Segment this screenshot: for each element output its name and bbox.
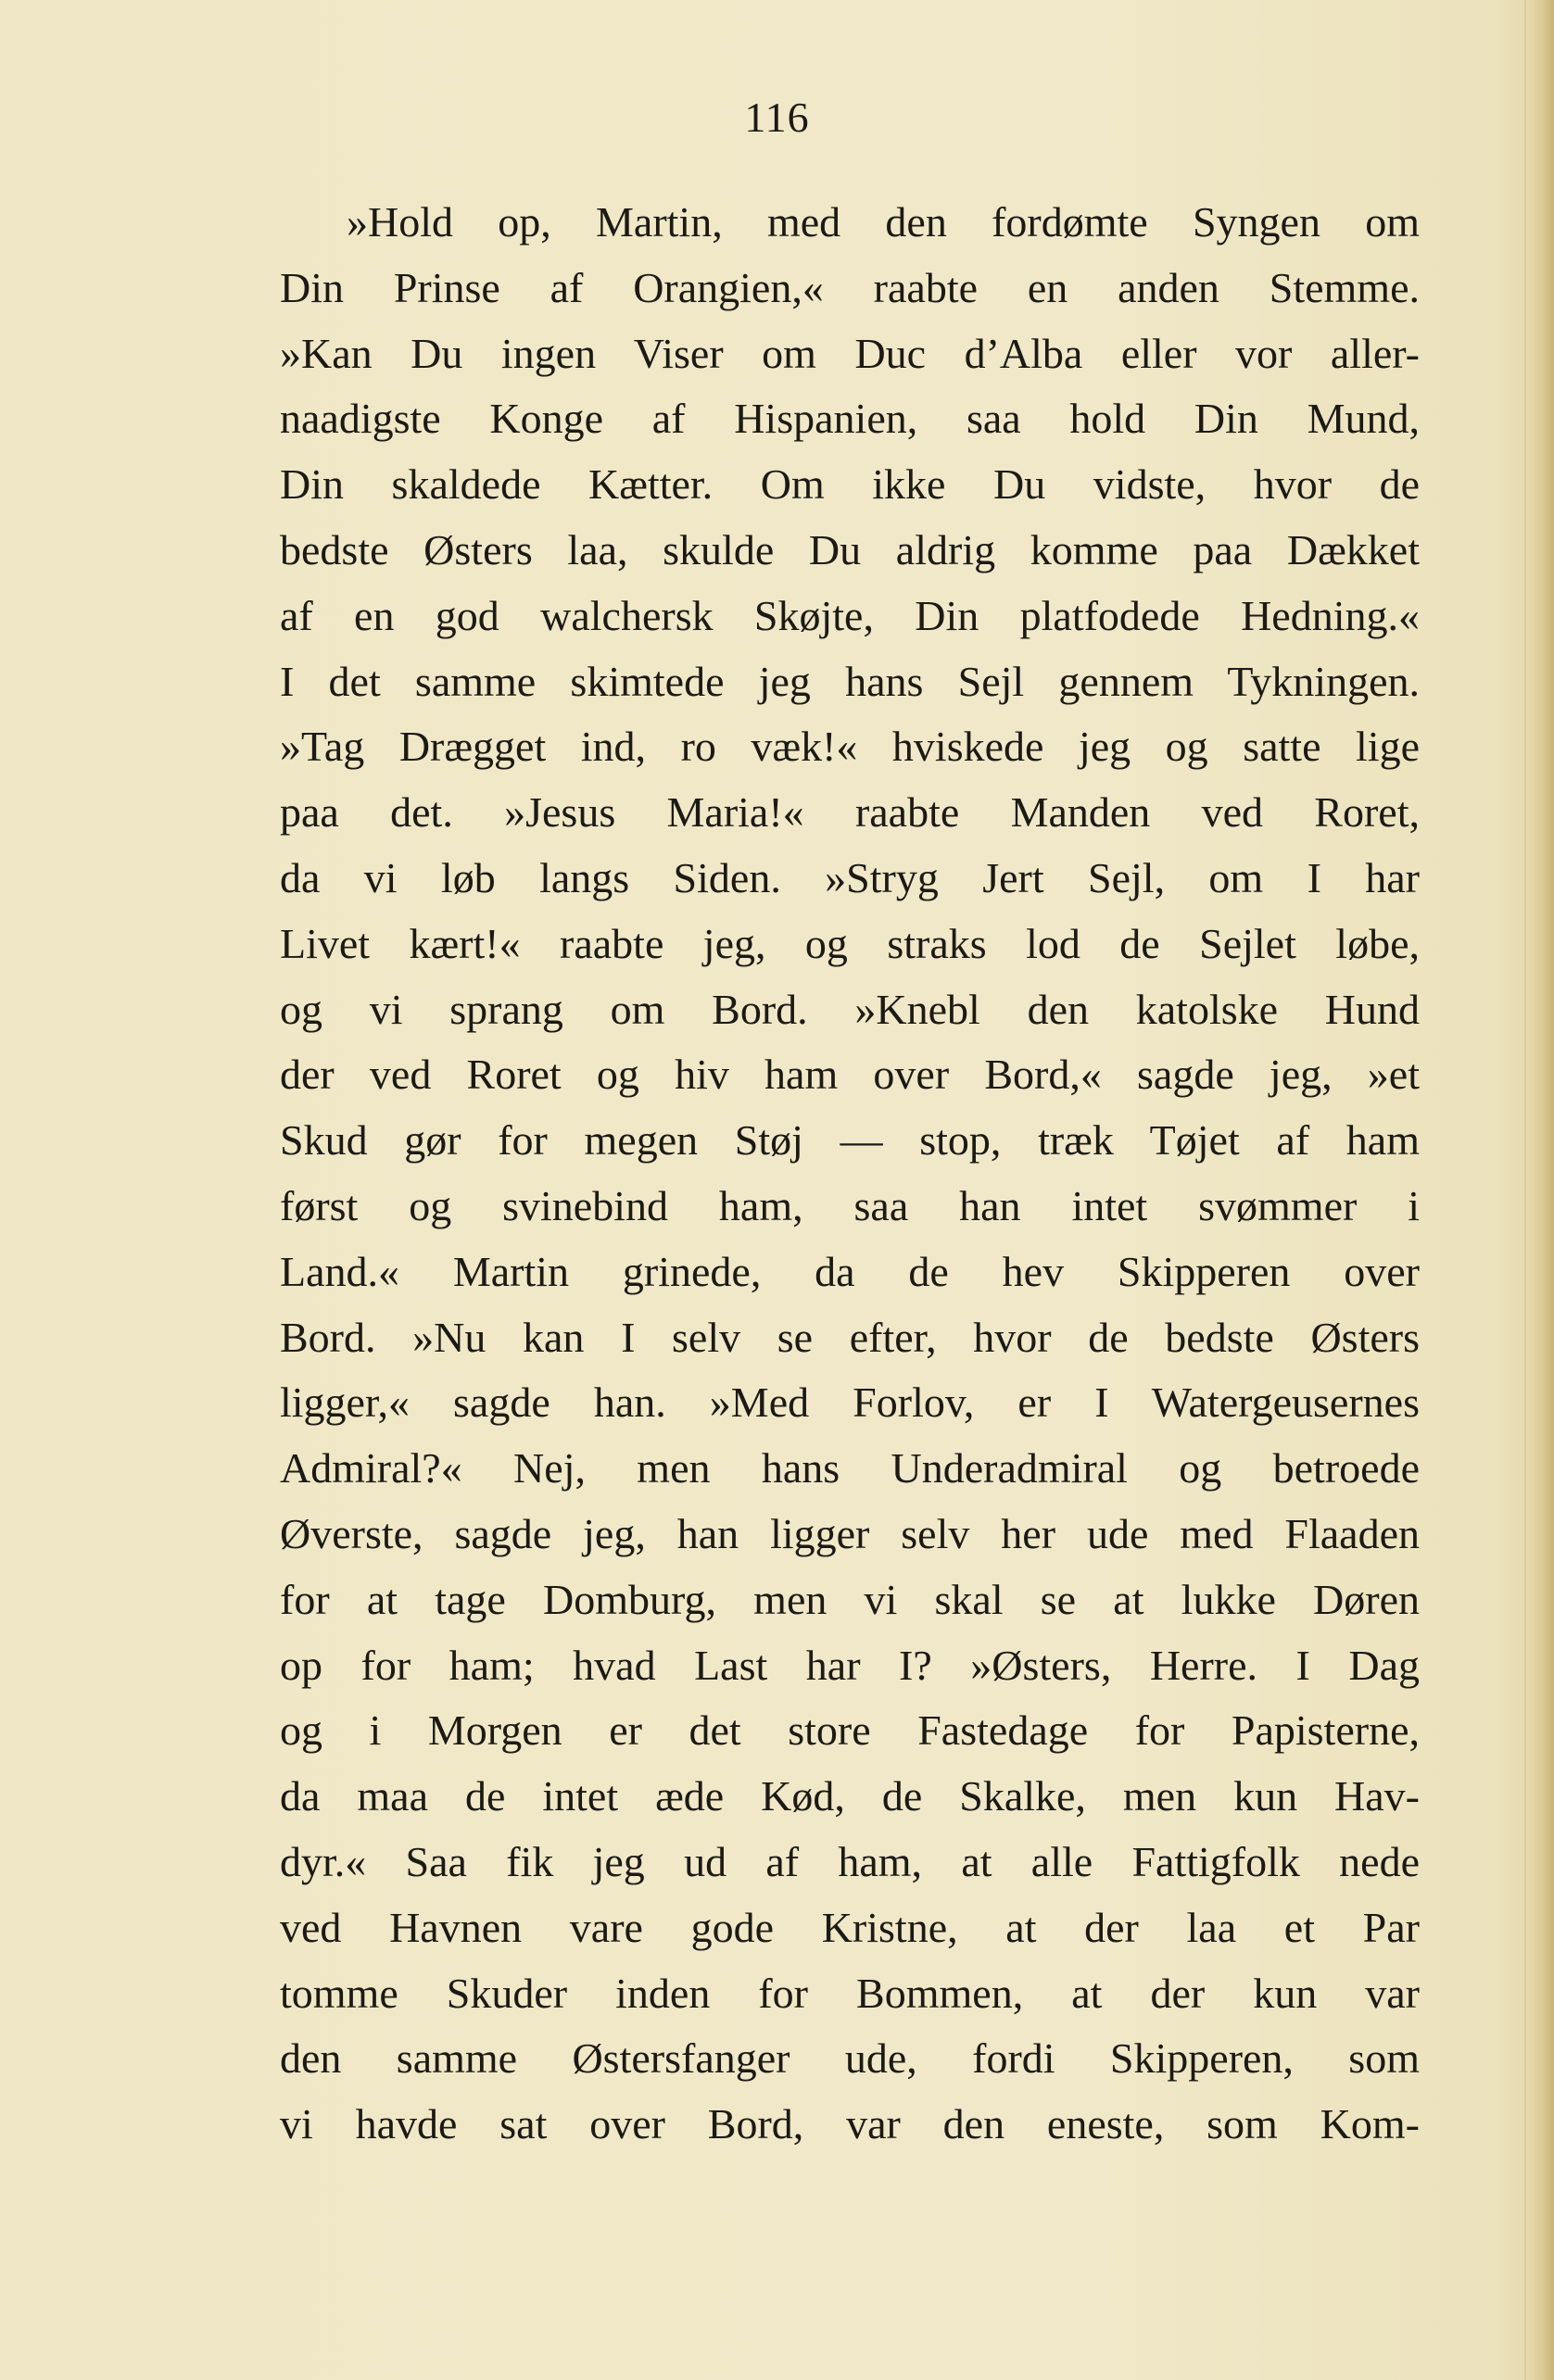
text-line: den samme Østersfanger ude, fordi Skipperen, som	[280, 2034, 1420, 2083]
text-line: Livet kært!« raabte jeg, og straks lod de Sejlet løbe,	[280, 919, 1420, 967]
text-line: Land.« Martin grinede, da de hev Skipperen over	[280, 1247, 1420, 1295]
text-line: Din Prinse af Orangien,« raabte en anden Stemme.	[280, 263, 1420, 311]
page-edge-line	[1524, 0, 1526, 2380]
text-line: »Tag Drægget ind, ro væk!« hviskede jeg og satte lige	[280, 723, 1420, 771]
text-line: dyr.« Saa fik jeg ud af ham, at alle Fattigfolk nede	[280, 1837, 1420, 1885]
text-line: »Kan Du ingen Viser om Duc d’Alba eller vor aller-	[280, 329, 1420, 377]
page-number: 116	[744, 94, 810, 141]
text-line: Øverste, sagde jeg, han ligger selv her ude med Flaaden	[280, 1509, 1420, 1557]
body-text	[280, 190, 1420, 2158]
page-edge-shadow	[1528, 0, 1554, 2380]
text-line: naadigste Konge af Hispanien, saa hold Din Mund,	[280, 395, 1420, 443]
text-line: op for ham; hvad Last har I? »Østers, Herre. I Dag	[280, 1641, 1420, 1689]
text-line: tomme Skuder inden for Bommen, at der kun var	[280, 1969, 1420, 2017]
text-line: for at tage Domburg, men vi skal se at lukke Døren	[280, 1575, 1420, 1623]
text-line: bedste Østers laa, skulde Du aldrig komme paa Dækket	[280, 525, 1420, 573]
text-line: og i Morgen er det store Fastedage for Papisterne,	[280, 1706, 1420, 1755]
text-line: der ved Roret og hiv ham over Bord,« sagde jeg, »et	[280, 1051, 1420, 1099]
text-line: da vi løb langs Siden. »Stryg Jert Sejl, om I har	[280, 853, 1420, 901]
text-line: Din skaldede Kætter. Om ikke Du vidste, hvor de	[280, 460, 1420, 509]
text-line: ved Havnen vare gode Kristne, at der laa et Par	[280, 1903, 1420, 1951]
text-line: ligger,« sagde han. »Med Forlov, er I Watergeusernes	[280, 1379, 1420, 1427]
text-line: Bord. »Nu kan I selv se efter, hvor de bedste Østers	[280, 1313, 1420, 1361]
text-line: Skud gør for megen Støj — stop, træk Tøjet af ham	[280, 1116, 1420, 1165]
text-line: af en god walchersk Skøjte, Din platfodede Hedning.«	[280, 591, 1420, 639]
text-line: »Hold op, Martin, med den fordømte Syngen om	[347, 198, 1420, 246]
text-line: paa det. »Jesus Maria!« raabte Manden ved Roret,	[280, 788, 1420, 837]
text-line: først og svinebind ham, saa han intet svømmer i	[280, 1181, 1420, 1229]
text-line: vi havde sat over Bord, var den eneste, som Kom-	[280, 2100, 1420, 2148]
text-line: Admiral?« Nej, men hans Underadmiral og betroede	[280, 1444, 1420, 1492]
text-line: da maa de intet æde Kød, de Skalke, men kun Hav-	[280, 1772, 1420, 1820]
text-line: og vi sprang om Bord. »Knebl den katolske Hund	[280, 985, 1420, 1033]
text-line: I det samme skimtede jeg hans Sejl gennem Tykningen.	[280, 657, 1420, 705]
